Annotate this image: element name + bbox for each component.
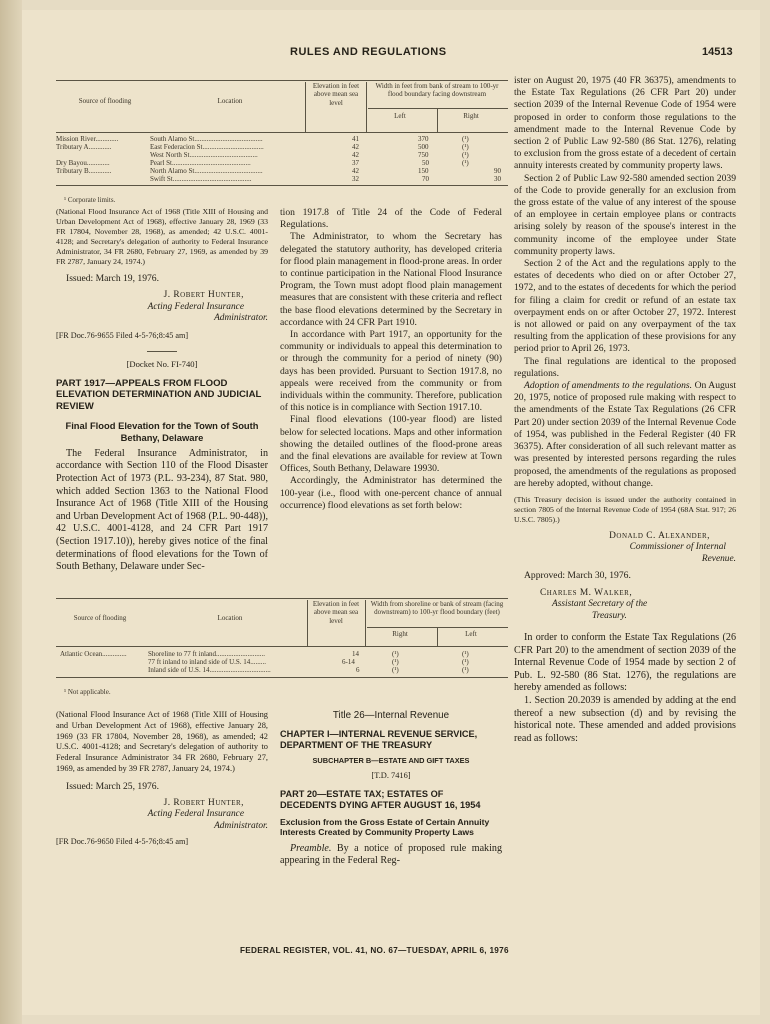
t1-left: 50 xyxy=(422,159,429,167)
signer-title: Administrator. xyxy=(214,313,268,324)
t1-header-right: Right xyxy=(463,112,479,120)
t1-elev: 42 xyxy=(352,151,359,159)
t1-source: Tributary A............. xyxy=(56,143,112,151)
signer-name: Donald C. Alexander, xyxy=(609,530,710,541)
t1-left: 750 xyxy=(418,151,429,159)
paragraph-lead-italic: Adoption of amendments to the regulations. xyxy=(524,380,693,392)
t1-location: South Alamo St....................................... xyxy=(150,135,263,143)
body-paragraph: 1. Section 20.2039 is amended by adding at the end thereof a new subsection (d) and by revising the historical note. These amended and added provisions read as follows: xyxy=(514,695,736,744)
t2-header-elevation: Elevation in feet above mean sea level xyxy=(312,600,360,625)
t2-header-left: Left xyxy=(465,630,477,638)
t1-header-left: Left xyxy=(394,112,406,120)
t1-right: (¹) xyxy=(462,151,469,159)
subheading: Final Flood Elevation for the Town of South Bethany, Delaware xyxy=(65,420,259,443)
t2-header-location: Location xyxy=(217,614,243,622)
signer-name: Charles M. Walker, xyxy=(540,587,633,598)
exclusion-heading: Exclusion from the Gross Estate of Certain Annuity Interests Created by Community Property Laws xyxy=(280,816,490,838)
t2-location: 77 ft inland to inland side of U.S. 14......... xyxy=(148,658,267,666)
body-paragraph: Section 2 of the Act and the regulations apply to the estates of decedents who died on or after October 27, 1972, and to the estates of decedents for which the period for filing a claim for credit or refund of an estate tax overpayment ends on or after October 27, 1972. Interest is not allowed or paid on any overpayment of the tax resulting from the application of these provisions for any period prior to April 26, 1973. xyxy=(514,258,736,355)
left-column-upper xyxy=(56,207,268,574)
t2-right: (¹) xyxy=(392,666,399,674)
body-paragraph: The final regulations are identical to the proposed regulations. xyxy=(514,355,736,379)
t1-location: West North St....................................... xyxy=(150,151,258,159)
signer-name: J. Robert Hunter, xyxy=(163,290,244,301)
part-heading: PART 20—ESTATE TAX; ESTATES OF DECEDENTS DYING AFTER AUGUST 16, 1954 xyxy=(280,788,481,810)
t1-location: North Alamo St....................................... xyxy=(150,167,263,175)
body-paragraph: ister on August 20, 1975 (40 FR 36375), amendments to the Estate Tax Regulations (26 CFR Part 20) under section 2039 of the Internal Revenue Code of 1954 were proposed in order to conform those regulations to the amendment made to the Internal Revenue Code by section 2 of Public Law 92-580 (86 Stat. 1276), relating to exclusion from the gross estate of a decedent of certain annuity interests created by community property laws. xyxy=(514,75,736,172)
authority-note: (This Treasury decision is issued under the authority contained in section 7805 of the Internal Revenue Code of 1954 (68A Stat. 917; 26 U.S.C. 7805).) xyxy=(514,494,736,524)
body-paragraph: The Federal Insurance Administrator, in accordance with Section 110 of the Flood Disaster Protection Act of 1973 (P.L. 93-234), 87 Stat. 980, which added Section 1363 to the National Flood Insurance Act of 1968 (Title XIII of the Housing and Urban Development Act of 1968 (P.L. 90-448)), 42 U.S.C. 4001-4128, and 24 CFR Part 1917 (Section 1917.10)), hereby gives notice of the final determinations of flood elevations for the Town of South Bethany, Delaware under Sec- xyxy=(56,447,268,573)
t2-elev: 6-14 xyxy=(342,658,355,666)
t2-right: (¹) xyxy=(392,658,399,666)
body-paragraph: In order to conform the Estate Tax Regulations (26 CFR Part 20) to the amendment of section 2039 of the Internal Revenue Code of 1954 made by section 2 of Pub. L. 92-580 (86 Stat. 1276), the regulations are hereby amended as follows: xyxy=(514,632,736,694)
t2-footnote: ¹ Not applicable. xyxy=(64,688,111,696)
t2-left: (¹) xyxy=(462,658,469,666)
t1-header-width: Width in feet from bank of stream to 100-yr flood boundary facing downstream xyxy=(375,82,499,99)
signer-title: Revenue. xyxy=(701,553,736,564)
t1-footnote: ¹ Corporate limits. xyxy=(64,196,116,204)
preamble-paragraph: Preamble. By a notice of proposed rule making appearing in the Federal Reg- xyxy=(280,842,502,867)
title-heading: Title 26—Internal Revenue xyxy=(332,710,450,721)
t1-location: Swift St............................................. xyxy=(150,175,252,183)
signer-title: Administrator. xyxy=(214,820,268,831)
t2-header-source: Source of flooding xyxy=(73,614,127,622)
right-column xyxy=(514,75,736,745)
t1-elev: 42 xyxy=(352,143,359,151)
t1-elev: 32 xyxy=(352,175,359,183)
signer-title: Commissioner of Internal xyxy=(629,542,726,553)
middle-column-upper xyxy=(280,207,502,512)
signer-name: J. Robert Hunter, xyxy=(163,797,244,808)
t2-elev: 6 xyxy=(356,666,360,674)
t2-header-right: Right xyxy=(392,630,408,638)
signer-title: Treasury. xyxy=(592,610,627,621)
issued-date: Issued: March 25, 1976. xyxy=(66,780,159,792)
body-paragraph: The Administrator, to whom the Secretary has delegated the statutory authority, has developed criteria for flood plain management in flood-prone areas. In order to continue participation in the National Flood Insurance Program, the Town must adopt flood plain management measures that are consistent with these criteria and reflect the base flood elevations determined by the Secretary in accordance with 24 CFR Part 1910. xyxy=(280,231,502,328)
signer-title: Acting Federal Insurance xyxy=(147,301,244,312)
book-spine xyxy=(0,0,22,1024)
t2-source: Atlantic Ocean.............. xyxy=(60,650,127,658)
t1-header-elevation: Elevation in feet above mean sea level xyxy=(312,82,360,107)
t1-right: 30 xyxy=(494,175,501,183)
body-paragraph: Adoption of amendments to the regulations. On August 20, 1975, notice of proposed rule making with respect to the amendments of the Estate Tax Regulations (26 CFR Part 20) under section 2039 of the Internal Revenue Code of 1954, was published in the Federal Register (40 FR 36375). After consideration of all such relevant matter as was presented by interested persons regarding the rules proposed, the amendments of the regulations as proposed are hereby adopted, without change. xyxy=(514,380,736,489)
signer-title: Acting Federal Insurance xyxy=(147,809,244,820)
fr-doc-line: [FR Doc.76-9655 Filed 4-5-76;8:45 am] xyxy=(56,330,189,340)
page-footer: FEDERAL REGISTER, VOL. 41, NO. 67—TUESDAY, APRIL 6, 1976 xyxy=(240,946,509,955)
authority-note: (National Flood Insurance Act of 1968 (Title XIII of Housing and Urban Development Act of 1968), effective January 28, 1969 (33 FR 17804, November 28, 1968), as amended; 42 U.S.C. 4001-4128; and Secretary's delegation of authority to Federal Insurance Administrator, 34 FR 2680, February 27, 1969, as amended by 39 FR 2787, January 24, 1974.) xyxy=(56,207,268,266)
body-paragraph: Accordingly, the Administrator has determined the 100-year (i.e., flood with one-percent chance of annual occurrence) flood elevations as set forth below: xyxy=(280,475,502,511)
authority-note: (National Flood Insurance Act of 1968 (Title XIII of Housing and Urban Development Act of 1968), effective January 28, 1969 (33 FR 17804, November 28, 1968), as amended; 42 U.S.C. 4001-4128; and Secretary's delegation of authority to Federal Insurance Administrator 34 FR 2680, February 27, 1969, as amended by 39 FR 2787, January 24, 1974.) xyxy=(56,710,268,773)
body-paragraph: In accordance with Part 1917, an opportunity for the community or individuals to appeal this determination to or through the community for a period of ninety (90) days has been provided. Pursuant to Section 1917.8, no appeals were received from the community or from individuals within the community. Therefore, publication of this notice is in compliance with Section 1917.10. xyxy=(280,329,502,414)
body-paragraph: Section 2 of Public Law 92-580 amended section 2039 of the Code to provide generally for an exclusion from the gross estate of the value of any interest of the spouse of an employee in certain employee plans or contracts arising solely by reason of the spouse's interest in the community income of the employee under State community property laws. xyxy=(514,172,736,257)
signer-title: Assistant Secretary of the xyxy=(552,599,648,610)
page-number: 14513 xyxy=(702,46,733,58)
subchapter-heading: SUBCHAPTER B—ESTATE AND GIFT TAXES xyxy=(312,756,470,766)
t2-elev: 14 xyxy=(352,650,359,658)
t1-elev: 42 xyxy=(352,167,359,175)
t1-source: Tributary B............. xyxy=(56,167,112,175)
t1-elev: 37 xyxy=(352,159,359,167)
t1-right: (¹) xyxy=(462,135,469,143)
fr-doc-line: [FR Doc.76-9650 Filed 4-5-76;8:45 am] xyxy=(56,837,189,847)
t1-left: 150 xyxy=(418,167,429,175)
t1-location: East Federacion St................................... xyxy=(150,143,264,151)
t1-right: 90 xyxy=(494,167,501,175)
running-header: RULES AND REGULATIONS xyxy=(290,46,447,58)
t2-location: Inland side of U.S. 14................................... xyxy=(148,666,271,674)
approved-date: Approved: March 30, 1976. xyxy=(524,570,631,582)
t1-header-location: Location xyxy=(217,97,243,105)
t2-right: (¹) xyxy=(392,650,399,658)
issued-date: Issued: March 19, 1976. xyxy=(66,273,159,284)
t1-left: 370 xyxy=(418,135,429,143)
t2-header-width: Width from shoreline or bank of stream (facing downstream) to 100-yr flood boundary (feet) xyxy=(370,600,504,617)
t2-left: (¹) xyxy=(462,666,469,674)
t2-location: Shoreline to 77 ft inland............................ xyxy=(148,650,266,658)
t1-source: Dry Bayou............. xyxy=(56,159,110,167)
t2-left: (¹) xyxy=(462,650,469,658)
body-paragraph: tion 1917.8 of Title 24 of the Code of Federal Regulations. xyxy=(280,207,502,231)
body-paragraph: Final flood elevations (100-year flood) are listed below for selected locations. Maps and other information showing the detailed outlines of the flood-prone areas and the final elevations are available for review at Town Offices, South Bethany, Delaware 19930. xyxy=(280,414,502,475)
t1-location: Pearl St............................................. xyxy=(150,159,251,167)
t1-left: 70 xyxy=(422,175,429,183)
preamble-label: Preamble. xyxy=(290,842,332,854)
t1-source: Mission River............. xyxy=(56,135,119,143)
t1-elev: 41 xyxy=(352,135,359,143)
chapter-heading: CHAPTER I—INTERNAL REVENUE SERVICE, DEPARTMENT OF THE TREASURY xyxy=(280,729,478,751)
t1-right: (¹) xyxy=(462,159,469,167)
middle-column-lower xyxy=(280,710,502,868)
left-column-lower xyxy=(56,710,268,847)
t1-header-source: Source of flooding xyxy=(78,97,132,105)
td-number: [T.D. 7416] xyxy=(371,771,411,781)
part-heading: PART 1917—APPEALS FROM FLOOD ELEVATION DETERMINATION AND JUDICIAL REVIEW xyxy=(56,377,262,412)
t1-left: 500 xyxy=(418,143,429,151)
docket-number: [Docket No. FI-740] xyxy=(126,358,198,369)
t1-right: (¹) xyxy=(462,143,469,151)
